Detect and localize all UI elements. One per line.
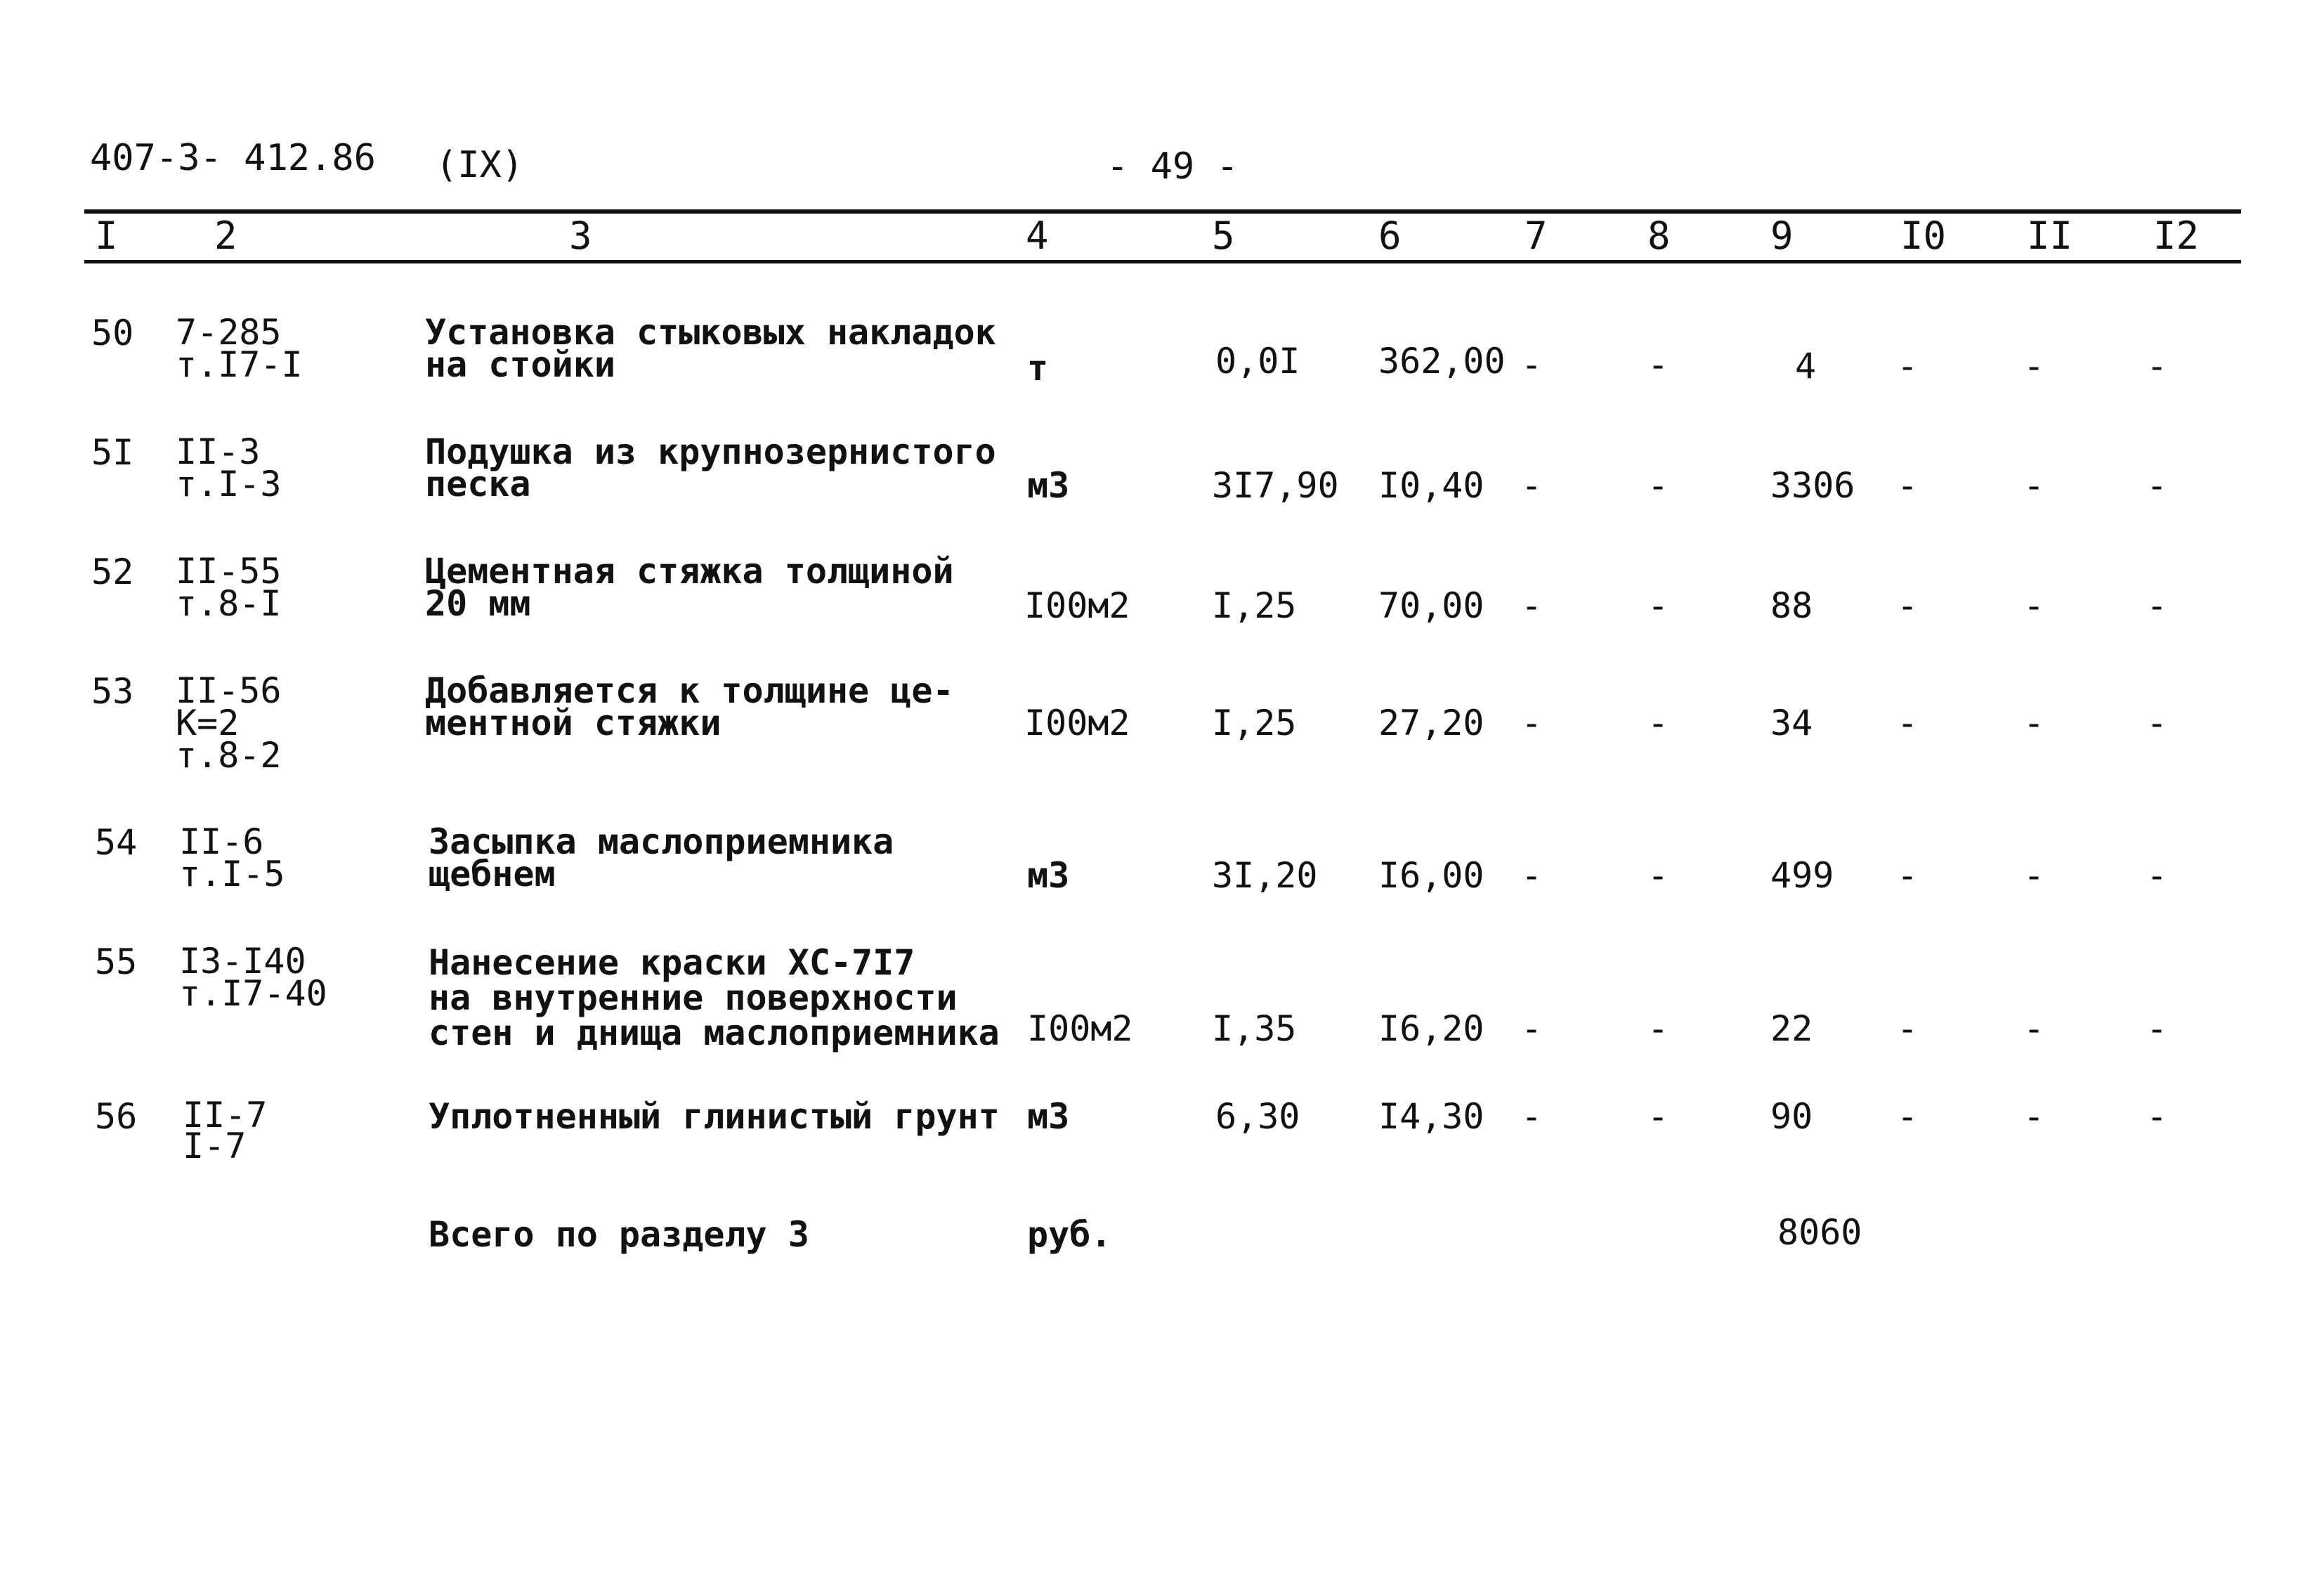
norm-code: 7-285 т.I7-I — [176, 312, 303, 385]
col-header-3: 3 — [569, 214, 592, 258]
unit: I00м2 — [1024, 703, 1130, 743]
unit-price: I6,20 — [1378, 1008, 1484, 1049]
col-12: - — [2146, 585, 2168, 626]
summary-total: 8060 — [1777, 1212, 1862, 1253]
total-cost: 90 — [1770, 1096, 1813, 1137]
col-12: - — [2146, 1096, 2168, 1137]
summary-unit: руб. — [1027, 1214, 1112, 1255]
col-10: - — [1897, 346, 1919, 386]
col-12: - — [2146, 465, 2168, 506]
col-11: - — [2023, 855, 2045, 896]
col-7: - — [1521, 344, 1543, 385]
col-12: - — [2146, 346, 2168, 386]
col-12: - — [2146, 855, 2168, 896]
quantity: 3I7,90 — [1212, 465, 1339, 506]
col-header-1: I — [95, 214, 118, 258]
norm-code: II-56 К=2 т.8-2 — [176, 670, 282, 776]
page-number: - 49 - — [1106, 145, 1239, 188]
col-7: - — [1521, 1008, 1543, 1049]
quantity: I,25 — [1212, 703, 1297, 743]
unit: I00м2 — [1027, 1008, 1133, 1049]
header-rule-bottom — [84, 260, 2241, 263]
row-number: 50 — [91, 313, 134, 353]
unit-price: 27,20 — [1378, 703, 1484, 743]
row-number: 54 — [95, 822, 138, 863]
col-header-7: 7 — [1525, 214, 1548, 258]
col-10: - — [1897, 1008, 1919, 1049]
total-cost: 34 — [1770, 703, 1813, 743]
work-description: Уплотненный глинистый грунт — [429, 1096, 1000, 1137]
work-description: Нанесение краски ХС-7I7 на внутренние поверхности стен и днища маслоприемника — [429, 942, 1000, 1053]
work-description: Цементная стяжка толщиной 20 мм — [425, 551, 954, 624]
quantity: 6,30 — [1215, 1096, 1300, 1137]
col-7: - — [1521, 703, 1543, 743]
row-number: 55 — [95, 942, 138, 982]
col-8: - — [1647, 1096, 1669, 1137]
col-11: - — [2023, 346, 2045, 386]
quantity: I,25 — [1212, 585, 1297, 626]
unit-price: 70,00 — [1378, 585, 1484, 626]
col-7: - — [1521, 1096, 1543, 1137]
col-8: - — [1647, 855, 1669, 896]
norm-code: II-55 т.8-I — [176, 551, 282, 624]
col-10: - — [1897, 585, 1919, 626]
col-11: - — [2023, 1096, 2045, 1137]
col-8: - — [1647, 703, 1669, 743]
col-7: - — [1521, 465, 1543, 506]
norm-code: II-7 I-7 — [183, 1095, 268, 1166]
norm-code: II-6 т.I-5 — [179, 821, 285, 894]
norm-code: I3-I40 т.I7-40 — [179, 941, 327, 1014]
unit: м3 — [1027, 465, 1070, 506]
col-header-10: I0 — [1900, 214, 1947, 258]
unit-price: 362,00 — [1378, 341, 1506, 382]
col-8: - — [1647, 465, 1669, 506]
unit: т — [1027, 348, 1049, 389]
work-description: Установка стыковых накладок на стойки — [425, 312, 996, 385]
col-10: - — [1897, 465, 1919, 506]
work-description: Добавляется к толщине це- ментной стяжки — [425, 670, 954, 743]
unit-price: I0,40 — [1378, 465, 1484, 506]
col-header-5: 5 — [1212, 214, 1235, 258]
col-11: - — [2023, 1008, 2045, 1049]
unit-price: I6,00 — [1378, 855, 1484, 896]
col-11: - — [2023, 703, 2045, 743]
col-8: - — [1647, 344, 1669, 385]
col-header-11: II — [2027, 214, 2073, 258]
col-12: - — [2146, 703, 2168, 743]
col-11: - — [2023, 585, 2045, 626]
col-8: - — [1647, 585, 1669, 626]
col-header-4: 4 — [1026, 214, 1049, 258]
col-8: - — [1647, 1008, 1669, 1049]
work-description: Засыпка маслоприемника щебнем — [429, 821, 894, 894]
quantity: I,35 — [1212, 1008, 1297, 1049]
unit: м3 — [1027, 1096, 1070, 1137]
total-cost: 22 — [1770, 1008, 1813, 1049]
row-number: 53 — [91, 671, 134, 712]
col-header-12: I2 — [2153, 214, 2200, 258]
col-header-9: 9 — [1770, 214, 1794, 258]
total-cost: 88 — [1770, 585, 1813, 626]
unit-price: I4,30 — [1378, 1096, 1484, 1137]
section-number: (IX) — [436, 144, 524, 186]
row-number: 52 — [91, 552, 134, 592]
col-11: - — [2023, 465, 2045, 506]
col-header-2: 2 — [214, 214, 237, 258]
col-10: - — [1897, 703, 1919, 743]
total-cost: 499 — [1770, 855, 1834, 896]
quantity: 3I,20 — [1212, 855, 1318, 896]
col-12: - — [2146, 1008, 2168, 1049]
work-description: Подушка из крупнозернистого песка — [425, 431, 996, 504]
col-10: - — [1897, 855, 1919, 896]
summary-label: Всего по разделу 3 — [429, 1214, 809, 1255]
row-number: 5I — [91, 432, 134, 473]
unit: м3 — [1027, 855, 1070, 896]
row-number: 56 — [95, 1096, 138, 1137]
total-cost: 3306 — [1770, 465, 1855, 506]
col-10: - — [1897, 1096, 1919, 1137]
col-7: - — [1521, 855, 1543, 896]
unit: I00м2 — [1024, 585, 1130, 626]
norm-code: II-3 т.I-3 — [176, 431, 282, 504]
total-cost: 4 — [1795, 346, 1817, 386]
document-code: 407-3- 412.86 — [90, 137, 376, 179]
quantity: 0,0I — [1215, 341, 1300, 382]
col-7: - — [1521, 585, 1543, 626]
col-header-8: 8 — [1647, 214, 1671, 258]
col-header-6: 6 — [1378, 214, 1402, 258]
